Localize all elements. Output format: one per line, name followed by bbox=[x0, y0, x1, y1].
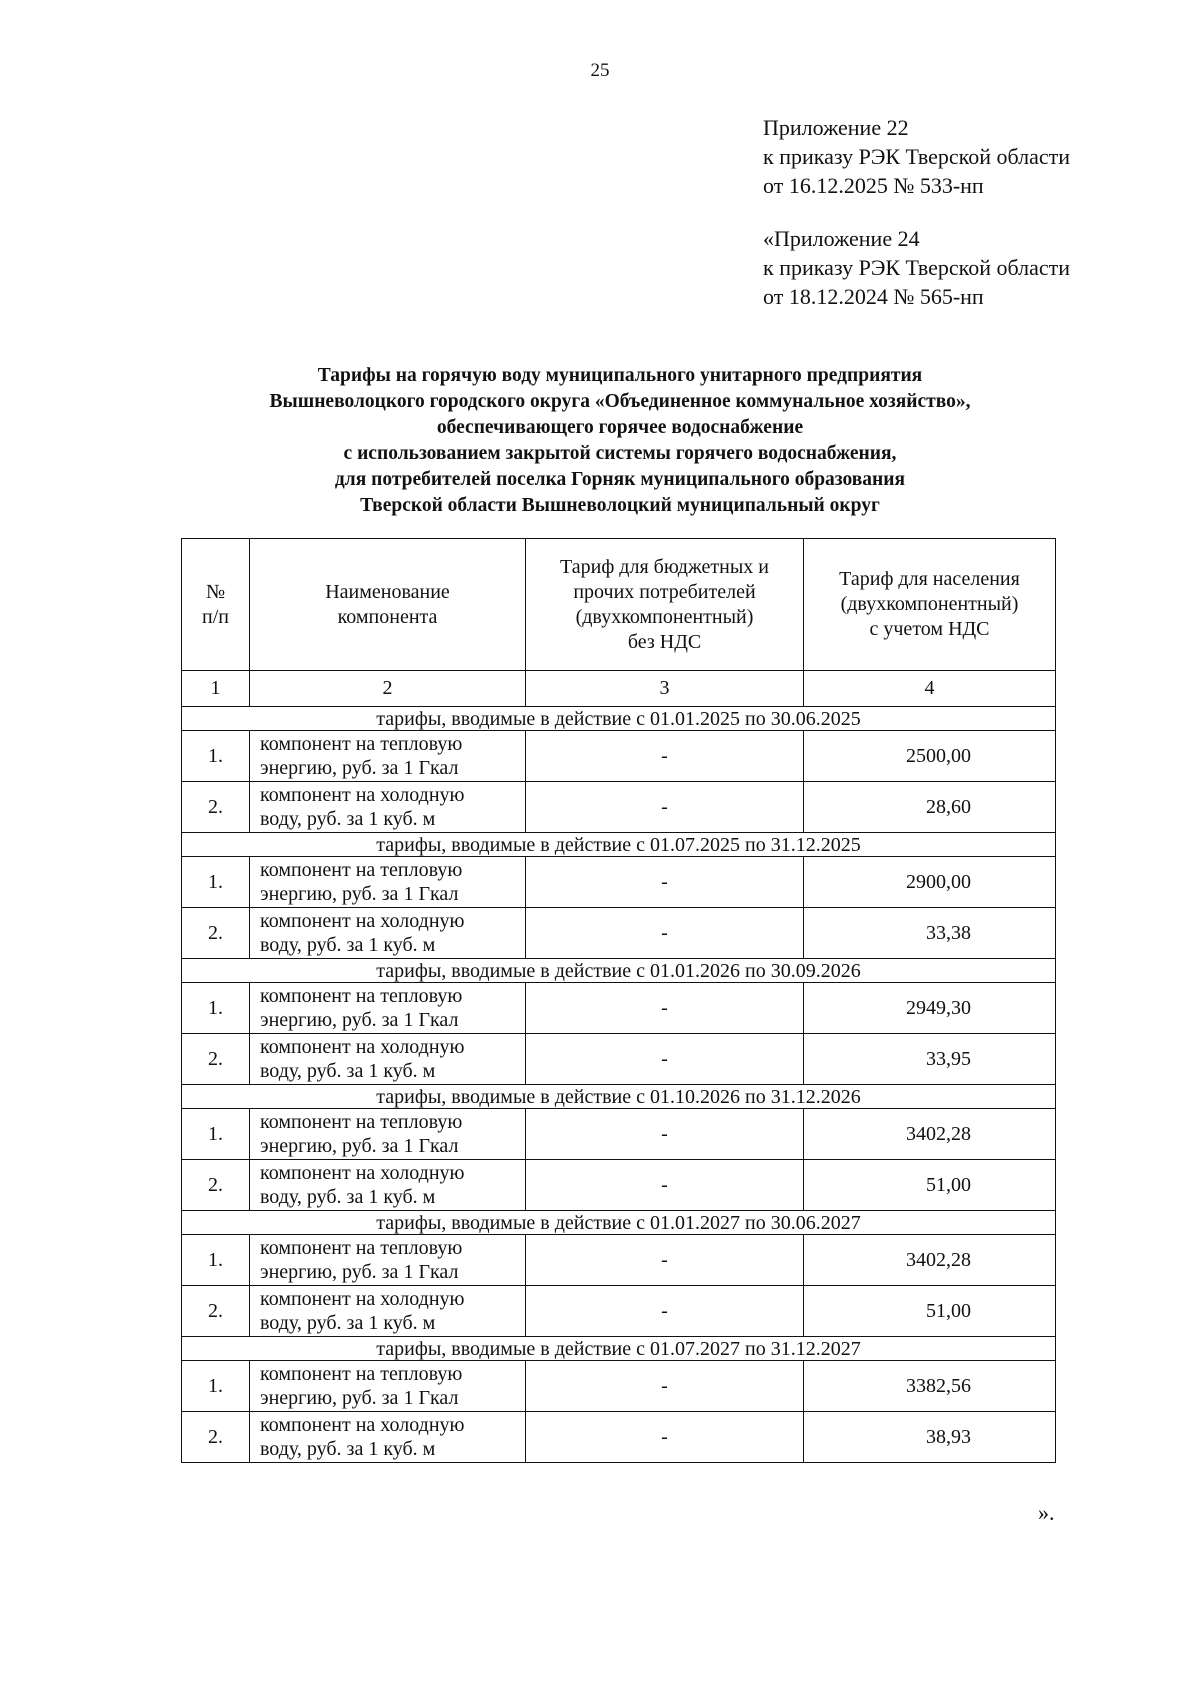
population-tariff-value: 2500,00 bbox=[804, 731, 1056, 782]
budget-tariff-value: - bbox=[526, 1361, 804, 1412]
row-number: 2. bbox=[182, 1034, 250, 1085]
budget-tariff-value: - bbox=[526, 1235, 804, 1286]
component-name-line: воду, руб. за 1 куб. м bbox=[260, 934, 436, 956]
component-name bbox=[250, 731, 526, 782]
population-tariff-value: 38,93 bbox=[804, 1412, 1056, 1463]
title-line: с использованием закрытой системы горячего водоснабжения, bbox=[343, 443, 897, 464]
appendix-line: к приказу РЭК Тверской области bbox=[763, 255, 1071, 280]
component-name bbox=[250, 1235, 526, 1286]
component-name bbox=[250, 1412, 526, 1463]
population-tariff-value: 3382,56 bbox=[804, 1361, 1056, 1412]
row-number: 1. bbox=[182, 857, 250, 908]
budget-tariff-value: - bbox=[526, 908, 804, 959]
component-name-line: энергию, руб. за 1 Гкал bbox=[260, 1261, 459, 1283]
population-tariff-value: 33,38 bbox=[804, 908, 1056, 959]
header-population-tariff: Тариф для населения (двухкомпонентный) с учетом НДС bbox=[804, 539, 1056, 671]
component-name-line: компонент на тепловую bbox=[260, 1363, 463, 1385]
period-row bbox=[182, 1337, 1056, 1361]
component-name-line: воду, руб. за 1 куб. м bbox=[260, 1060, 436, 1082]
table-row bbox=[182, 1235, 1056, 1286]
table-row bbox=[182, 1034, 1056, 1085]
row-number: 2. bbox=[182, 908, 250, 959]
population-tariff-value: 51,00 bbox=[804, 1286, 1056, 1337]
appendix-reference-current bbox=[763, 113, 1070, 200]
title-line: Вышневолоцкого городского округа «Объединенное коммунальное хозяйство», bbox=[269, 391, 971, 412]
population-tariff-value: 3402,28 bbox=[804, 1109, 1056, 1160]
component-name-line: воду, руб. за 1 куб. м bbox=[260, 1312, 436, 1334]
population-tariff-value: 28,60 bbox=[804, 782, 1056, 833]
period-label: тарифы, вводимые в действие с 01.10.2026 по 31.12.2026 bbox=[182, 1085, 1056, 1109]
table-header-row bbox=[182, 539, 1056, 671]
document-title bbox=[150, 363, 1090, 519]
table-row bbox=[182, 1412, 1056, 1463]
column-number: 4 bbox=[804, 671, 1056, 707]
row-number: 1. bbox=[182, 731, 250, 782]
period-row bbox=[182, 959, 1056, 983]
component-name-line: энергию, руб. за 1 Гкал bbox=[260, 1009, 459, 1031]
component-name bbox=[250, 1286, 526, 1337]
table-row bbox=[182, 1109, 1056, 1160]
component-name-line: воду, руб. за 1 куб. м bbox=[260, 808, 436, 830]
budget-tariff-value: - bbox=[526, 1160, 804, 1211]
appendix-line: от 18.12.2024 № 565-нп bbox=[763, 284, 984, 309]
budget-tariff-value: - bbox=[526, 1412, 804, 1463]
component-name-line: компонент на холодную bbox=[260, 1036, 465, 1058]
component-name-line: воду, руб. за 1 куб. м bbox=[260, 1186, 436, 1208]
component-name bbox=[250, 983, 526, 1034]
tariff-table bbox=[181, 538, 1056, 1463]
column-number: 2 bbox=[250, 671, 526, 707]
component-name-line: компонент на холодную bbox=[260, 784, 465, 806]
period-row bbox=[182, 833, 1056, 857]
row-number: 2. bbox=[182, 1286, 250, 1337]
population-tariff-value: 2949,30 bbox=[804, 983, 1056, 1034]
header-budget-tariff: Тариф для бюджетных и прочих потребителей (двухкомпонентный) без НДС bbox=[526, 539, 804, 671]
appendix-line: от 16.12.2025 № 533-нп bbox=[763, 173, 984, 198]
component-name-line: воду, руб. за 1 куб. м bbox=[260, 1438, 436, 1460]
component-name-line: энергию, руб. за 1 Гкал bbox=[260, 757, 459, 779]
budget-tariff-value: - bbox=[526, 1034, 804, 1085]
component-name-line: компонент на тепловую bbox=[260, 1111, 463, 1133]
period-label: тарифы, вводимые в действие с 01.07.2027 по 31.12.2027 bbox=[182, 1337, 1056, 1361]
row-number: 2. bbox=[182, 782, 250, 833]
column-number: 3 bbox=[526, 671, 804, 707]
period-label: тарифы, вводимые в действие с 01.01.2025 по 30.06.2025 bbox=[182, 707, 1056, 731]
period-row bbox=[182, 1085, 1056, 1109]
component-name-line: компонент на холодную bbox=[260, 1414, 465, 1436]
header-number: № п/п bbox=[182, 539, 250, 671]
table-row bbox=[182, 731, 1056, 782]
component-name bbox=[250, 1160, 526, 1211]
table-row bbox=[182, 983, 1056, 1034]
page-number: 25 bbox=[590, 60, 610, 81]
budget-tariff-value: - bbox=[526, 731, 804, 782]
component-name bbox=[250, 857, 526, 908]
component-name-line: компонент на холодную bbox=[260, 1288, 465, 1310]
component-name-line: энергию, руб. за 1 Гкал bbox=[260, 1135, 459, 1157]
component-name bbox=[250, 1109, 526, 1160]
title-line: Тверской области Вышневолоцкий муниципальный округ bbox=[360, 495, 880, 516]
row-number: 2. bbox=[182, 1160, 250, 1211]
table-row bbox=[182, 1286, 1056, 1337]
population-tariff-value: 3402,28 bbox=[804, 1235, 1056, 1286]
appendix-reference-original bbox=[763, 224, 1070, 311]
header-component-name: Наименование компонента bbox=[250, 539, 526, 671]
budget-tariff-value: - bbox=[526, 1286, 804, 1337]
table-row bbox=[182, 1160, 1056, 1211]
appendix-line: Приложение 22 bbox=[763, 115, 909, 140]
period-row bbox=[182, 707, 1056, 731]
appendix-line: к приказу РЭК Тверской области bbox=[763, 144, 1071, 169]
component-name-line: компонент на холодную bbox=[260, 910, 465, 932]
row-number: 1. bbox=[182, 983, 250, 1034]
title-line: Тарифы на горячую воду муниципального унитарного предприятия bbox=[317, 365, 923, 386]
budget-tariff-value: - bbox=[526, 1109, 804, 1160]
table-row bbox=[182, 782, 1056, 833]
table-row bbox=[182, 1361, 1056, 1412]
column-number-row bbox=[182, 671, 1056, 707]
component-name-line: энергию, руб. за 1 Гкал bbox=[260, 883, 459, 905]
row-number: 2. bbox=[182, 1412, 250, 1463]
component-name-line: компонент на тепловую bbox=[260, 859, 463, 881]
budget-tariff-value: - bbox=[526, 983, 804, 1034]
period-label: тарифы, вводимые в действие с 01.01.2026 по 30.09.2026 bbox=[182, 959, 1056, 983]
component-name bbox=[250, 782, 526, 833]
title-line: для потребителей поселка Горняк муниципального образования bbox=[334, 469, 906, 490]
period-label: тарифы, вводимые в действие с 01.07.2025 по 31.12.2025 bbox=[182, 833, 1056, 857]
column-number: 1 bbox=[182, 671, 250, 707]
component-name bbox=[250, 1034, 526, 1085]
appendix-line: «Приложение 24 bbox=[763, 226, 920, 251]
title-line: обеспечивающего горячее водоснабжение bbox=[436, 417, 804, 438]
row-number: 1. bbox=[182, 1109, 250, 1160]
component-name bbox=[250, 908, 526, 959]
budget-tariff-value: - bbox=[526, 782, 804, 833]
component-name-line: энергию, руб. за 1 Гкал bbox=[260, 1387, 459, 1409]
period-label: тарифы, вводимые в действие с 01.01.2027 по 30.06.2027 bbox=[182, 1211, 1056, 1235]
row-number: 1. bbox=[182, 1361, 250, 1412]
component-name-line: компонент на тепловую bbox=[260, 985, 463, 1007]
table-row bbox=[182, 857, 1056, 908]
row-number: 1. bbox=[182, 1235, 250, 1286]
population-tariff-value: 33,95 bbox=[804, 1034, 1056, 1085]
closing-quote-mark: ». bbox=[1038, 1500, 1055, 1525]
budget-tariff-value: - bbox=[526, 857, 804, 908]
component-name-line: компонент на холодную bbox=[260, 1162, 465, 1184]
component-name-line: компонент на тепловую bbox=[260, 1237, 463, 1259]
population-tariff-value: 2900,00 bbox=[804, 857, 1056, 908]
table-row bbox=[182, 908, 1056, 959]
period-row bbox=[182, 1211, 1056, 1235]
component-name-line: компонент на тепловую bbox=[260, 733, 463, 755]
population-tariff-value: 51,00 bbox=[804, 1160, 1056, 1211]
component-name bbox=[250, 1361, 526, 1412]
